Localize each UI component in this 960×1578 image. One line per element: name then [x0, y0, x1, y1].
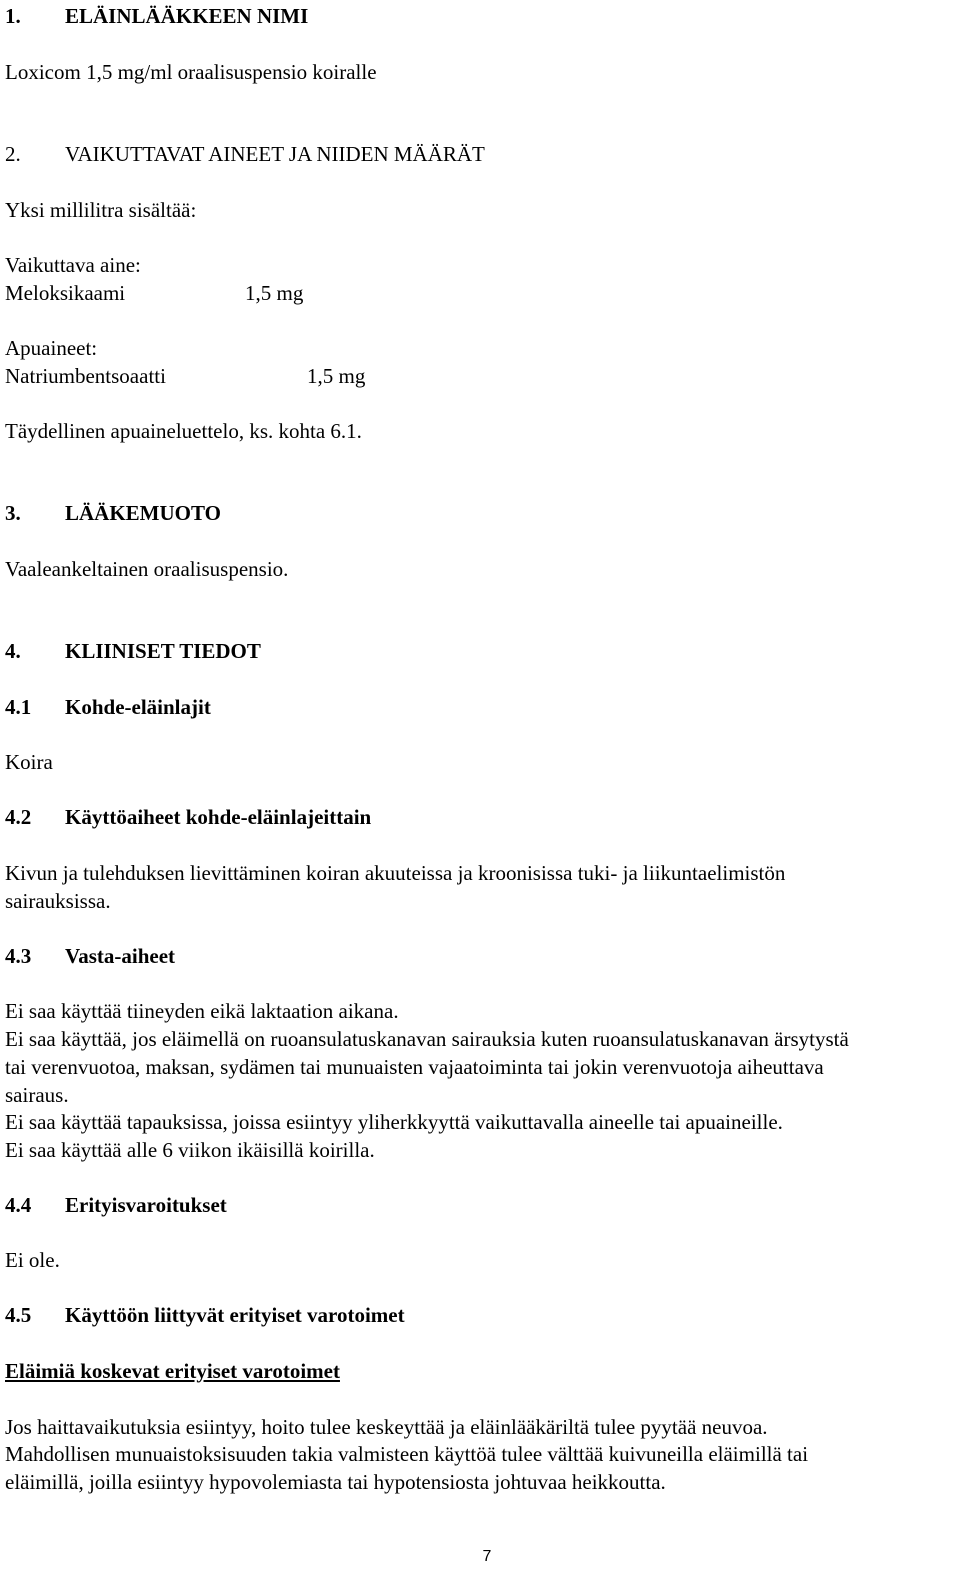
contraindication-line: tai verenvuotoa, maksan, sydämen tai munuaisten vajaatoiminta tai jokin verenvuotoja aiheuttava [5, 1055, 824, 1079]
heading-section-4 [5, 638, 261, 664]
heading-title: LÄÄKEMUOTO [65, 501, 221, 525]
target-species: Koira [5, 750, 53, 774]
indications-line: Kivun ja tulehduksen lievittäminen koiran akuuteissa ja kroonisissa tuki- ja liikuntaelimistön [5, 861, 786, 885]
excipient-name: Natriumbentsoaatti [5, 364, 166, 388]
heading-section-4-2 [5, 804, 371, 830]
heading-title: Vasta-aiheet [65, 944, 176, 968]
active-substance-amount: 1,5 mg [245, 281, 304, 305]
product-name: Loxicom 1,5 mg/ml oraalisuspensio koiralle [5, 60, 377, 84]
heading-number: 4.1 [5, 695, 32, 719]
heading-section-4-1 [5, 694, 211, 720]
heading-number: 4. [5, 639, 21, 663]
heading-title: Erityisvaroitukset [65, 1193, 227, 1217]
contraindication-line: Ei saa käyttää alle 6 viikon ikäisillä koirilla. [5, 1138, 375, 1162]
heading-number: 4.3 [5, 944, 32, 968]
precaution-line: Jos haittavaikutuksia esiintyy, hoito tulee keskeyttää ja eläinlääkäriltä tulee pyytää neuvoa. [5, 1415, 768, 1439]
precaution-line: Mahdollisen munuaistoksisuuden takia valmisteen käyttöä tulee välttää kuivuneilla eläimillä tai [5, 1442, 809, 1466]
heading-title: Käyttöön liittyvät erityiset varotoimet [65, 1303, 405, 1327]
heading-title: Kohde-eläinlajit [65, 695, 211, 719]
heading-section-4-5 [5, 1302, 405, 1328]
contraindication-line: sairaus. [5, 1083, 69, 1107]
page-number: 7 [482, 1548, 492, 1565]
precaution-line: eläimillä, joilla esiintyy hypovolemiasta tai hypotensiosta johtuvaa heikkoutta. [5, 1470, 666, 1494]
active-substance-name: Meloksikaami [5, 281, 126, 305]
heading-section-4-4 [5, 1192, 227, 1218]
heading-number: 2. [5, 142, 21, 166]
heading-number: 4.2 [5, 805, 32, 829]
heading-title: KLIINISET TIEDOT [65, 639, 261, 663]
heading-number: 3. [5, 501, 21, 525]
heading-number: 4.4 [5, 1193, 32, 1217]
composition-intro: Yksi millilitra sisältää: [5, 198, 197, 222]
contraindication-line: Ei saa käyttää tapauksissa, joissa esiintyy yliherkkyyttä vaikuttavalla aineelle tai apuaineille. [5, 1110, 783, 1134]
heading-section-1 [5, 3, 308, 29]
pharmaceutical-form: Vaaleankeltainen oraalisuspensio. [5, 557, 289, 581]
heading-title: ELÄINLÄÄKKEEN NIMI [65, 4, 309, 28]
excipients-label: Apuaineet: [5, 336, 98, 360]
contraindication-line: Ei saa käyttää tiineyden eikä laktaation aikana. [5, 999, 399, 1023]
excipient-list-reference: Täydellinen apuaineluettelo, ks. kohta 6.1. [5, 419, 362, 443]
heading-number: 1. [5, 4, 21, 28]
heading-section-3 [5, 500, 221, 526]
heading-title: VAIKUTTAVAT AINEET JA NIIDEN MÄÄRÄT [65, 142, 485, 166]
heading-section-4-3 [5, 943, 175, 969]
indications-line: sairauksissa. [5, 889, 111, 913]
excipient-amount: 1,5 mg [307, 364, 366, 388]
active-substance-label: Vaikuttava aine: [5, 253, 141, 277]
heading-title: Käyttöaiheet kohde-eläinlajeittain [65, 805, 372, 829]
contraindication-line: Ei saa käyttää, jos eläimellä on ruoansulatuskanavan sairauksia kuten ruoansulatuskanavan ärsytystä [5, 1027, 849, 1051]
heading-number: 4.5 [5, 1303, 32, 1327]
precautions-subheading: Eläimiä koskevat erityiset varotoimet [5, 1359, 340, 1383]
special-warnings: Ei ole. [5, 1248, 60, 1272]
heading-section-2 [5, 141, 485, 167]
